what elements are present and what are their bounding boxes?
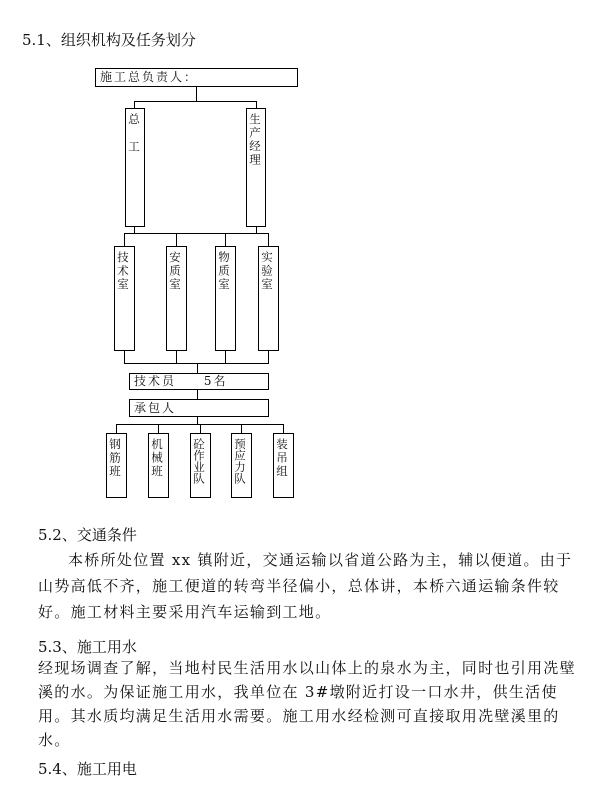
section-paragraph-5-2: 本桥所处位置 xx 镇附近，交通运输以省道公路为主，辅以便道。由于山势高低不齐，施工便道的转弯半径偏小，总体讲，本桥六通运输条件较好。施工材料主要采用汽车运输到工地。 xyxy=(38,551,573,621)
org-box-rebar-team xyxy=(106,433,127,498)
org-box-lab xyxy=(258,246,279,351)
org-box-concrete-team xyxy=(190,433,211,498)
section-paragraph-5-3: 经现场调查了解，当地村民生活用水以山体上的泉水为主，同时也引用冼壁溪的水。为保证施工用水，我单位在 3#墩附近打设一口水井，供生活使用。其水质均满足生活用水需要。施工用水经检测可直接取用冼壁溪里的水。 xyxy=(38,659,576,749)
connector-line xyxy=(176,350,177,364)
connector-line xyxy=(268,233,269,247)
org-box-label: 生产经理 xyxy=(248,113,262,167)
org-box-label: 钢筋班 xyxy=(108,438,122,479)
org-box-label: 技术室 xyxy=(116,251,130,292)
org-box-top: 施工总负责人： xyxy=(95,68,298,87)
connector-line xyxy=(225,350,226,364)
org-box-count: 5名 xyxy=(203,374,228,388)
connector-line xyxy=(124,350,125,364)
org-box-label: 机械班 xyxy=(150,438,164,479)
org-box-chief-engineer xyxy=(125,108,145,227)
org-box-machinery-team xyxy=(148,433,169,498)
connector-line xyxy=(176,233,177,247)
org-box-tech-office xyxy=(114,246,135,351)
section-heading-5-2: 5.2、交通条件 xyxy=(38,526,137,544)
connector-line xyxy=(134,101,257,102)
connector-line xyxy=(268,350,269,364)
connector-line xyxy=(196,86,197,102)
section-heading-5-4: 5.4、施工用电 xyxy=(38,760,137,778)
org-box-label: 安质室 xyxy=(168,251,182,292)
org-box-safety-quality-office xyxy=(166,246,187,351)
org-box-label: 总工 xyxy=(127,113,141,168)
org-box-hoisting-team xyxy=(273,433,294,498)
section-heading-5-3: 5.3、施工用水 xyxy=(38,638,137,656)
org-box-label: 技术员 xyxy=(134,374,177,388)
org-box-label: 物质室 xyxy=(217,251,231,292)
org-box-contractor: 承包人 xyxy=(129,399,269,417)
org-box-label: 装吊组 xyxy=(275,438,289,479)
org-box-label: 砼作业队 xyxy=(192,438,206,484)
section-heading-5-1: 5.1、组织机构及任务划分 xyxy=(22,31,196,49)
connector-line xyxy=(225,233,226,247)
connector-line xyxy=(124,233,125,247)
org-box-prestress-team xyxy=(231,433,252,498)
org-box-technicians xyxy=(129,373,269,390)
org-box-label: 预应力队 xyxy=(233,438,247,484)
org-box-production-manager xyxy=(246,108,266,227)
org-box-materials-office xyxy=(215,246,236,351)
org-box-label: 实验室 xyxy=(260,251,274,292)
connector-line xyxy=(124,233,269,234)
